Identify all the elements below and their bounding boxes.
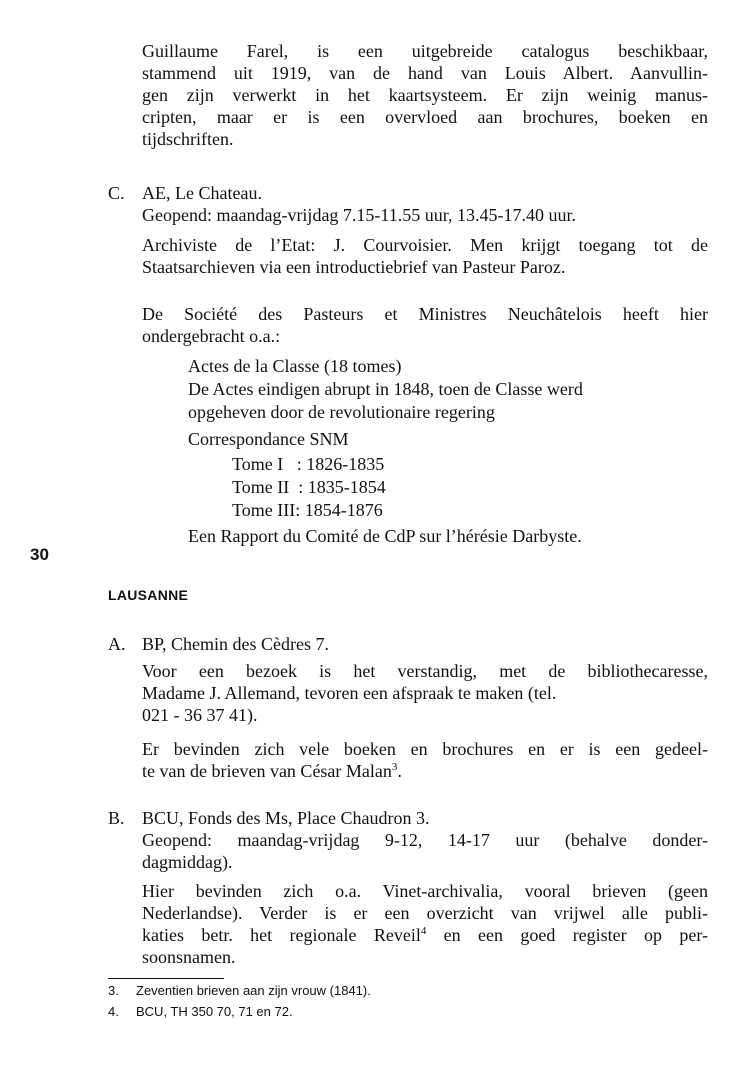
actes-title: Actes de la Classe (18 tomes) bbox=[188, 356, 402, 376]
entry-c-archivist bbox=[142, 234, 708, 278]
tome-line: Tome II : 1835-1854 bbox=[232, 477, 386, 497]
entry-b bbox=[142, 807, 708, 873]
footnote-ref-3[interactable]: 3 bbox=[391, 761, 398, 773]
footnote-number: 4. bbox=[108, 1004, 119, 1019]
entry-a-content bbox=[142, 738, 708, 782]
footnote-text: BCU, TH 350 70, 71 en 72. bbox=[136, 1004, 293, 1019]
text-line: Staatsarchieven via een introductiebrief van Pasteur Paroz. bbox=[142, 257, 566, 277]
text-line: ondergebracht o.a.: bbox=[142, 326, 281, 346]
text-line: tijdschriften. bbox=[142, 129, 234, 149]
text-segment: te van de brieven van César Malan bbox=[142, 761, 392, 781]
entry-c-heading: AE, Le Chateau. bbox=[142, 183, 262, 203]
page-number: 30 bbox=[30, 545, 49, 564]
entry-c-societe bbox=[142, 303, 708, 347]
text-line: Archiviste de l’Etat: J. Courvoisier. Men krijgt toegang tot de bbox=[142, 235, 708, 255]
footnote-text: Zeventien brieven aan zijn vrouw (1841). bbox=[136, 983, 371, 998]
text-segment: . bbox=[397, 761, 402, 781]
text-line: Guillaume Farel, is een uitgebreide catalogus beschikbaar, bbox=[142, 41, 708, 61]
text-line: stammend uit 1919, van de hand van Louis Albert. Aanvullin- bbox=[142, 63, 708, 83]
entry-c-hours: Geopend: maandag-vrijdag 7.15-11.55 uur, 13.45-17.40 uur. bbox=[142, 205, 577, 225]
text-line bbox=[142, 760, 708, 782]
text-line: Hier bevinden zich o.a. Vinet-archivalia, vooral brieven (geen bbox=[142, 881, 708, 901]
entry-b-content bbox=[142, 880, 708, 968]
entry-c bbox=[142, 182, 708, 226]
footnote-4 bbox=[108, 1004, 293, 1020]
text-line bbox=[142, 924, 708, 946]
text-segment: en een goed register op per- bbox=[426, 925, 708, 945]
text-line: dagmiddag). bbox=[142, 852, 233, 872]
text-line: Madame J. Allemand, tevoren een afspraak te maken (tel. bbox=[142, 683, 557, 703]
actes-note-line: opgeheven door de revolutionaire regering bbox=[188, 402, 495, 422]
entry-a-heading: BP, Chemin des Cèdres 7. bbox=[142, 634, 329, 654]
rapport-line: Een Rapport du Comité de CdP sur l’hérésie Darbyste. bbox=[188, 526, 582, 546]
footnote-3 bbox=[108, 983, 371, 999]
text-line: Er bevinden zich vele boeken en brochures en er is een gedeel- bbox=[142, 739, 708, 759]
entry-a-label: A. bbox=[108, 634, 126, 654]
text-line: Geopend: maandag-vrijdag 9-12, 14-17 uur (behalve donder- bbox=[142, 830, 708, 850]
text-line: De Société des Pasteurs et Ministres Neuchâtelois heeft hier bbox=[142, 304, 708, 324]
text-line: Nederlandse). Verder is er een overzicht van vrijwel alle publi- bbox=[142, 903, 708, 923]
section-heading: LAUSANNE bbox=[108, 587, 189, 603]
footnote-divider bbox=[108, 978, 224, 979]
actes-note-line: De Actes eindigen abrupt in 1848, toen de Classe werd bbox=[188, 379, 583, 399]
text-line: soonsnamen. bbox=[142, 947, 236, 967]
footnote-ref-4[interactable]: 4 bbox=[420, 925, 427, 937]
text-line: cripten, maar er is een overvloed aan brochures, boeken en bbox=[142, 107, 708, 127]
entry-c-label: C. bbox=[108, 183, 125, 203]
text-line: gen zijn verwerkt in het kaartsysteem. Er zijn weinig manus- bbox=[142, 85, 708, 105]
entry-a-visit bbox=[142, 660, 708, 726]
footnote-number: 3. bbox=[108, 983, 119, 998]
entry-b-label: B. bbox=[108, 808, 125, 828]
text-segment: katies betr. het regionale Reveil bbox=[142, 925, 421, 945]
intro-paragraph bbox=[142, 40, 708, 150]
entry-b-heading: BCU, Fonds des Ms, Place Chaudron 3. bbox=[142, 808, 430, 828]
text-line: 021 - 36 37 41). bbox=[142, 705, 258, 725]
text-line: Voor een bezoek is het verstandig, met de bibliothecaresse, bbox=[142, 661, 708, 681]
tome-line: Tome III: 1854-1876 bbox=[232, 500, 383, 520]
tome-line: Tome I : 1826-1835 bbox=[232, 454, 385, 474]
correspondance-title: Correspondance SNM bbox=[188, 429, 349, 449]
